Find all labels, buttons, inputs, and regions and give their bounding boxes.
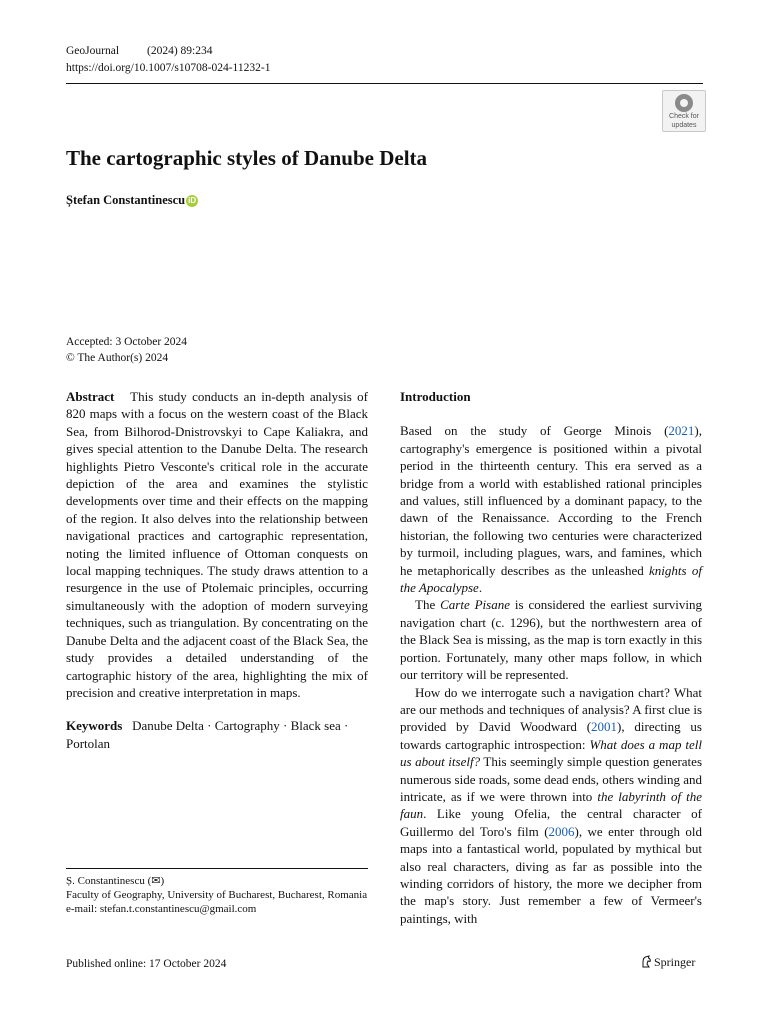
text-run: This seemingly simple question generates numerous side roads, some dead ends, others winding and intricate, as if we were thrown into bbox=[400, 754, 702, 804]
publisher-logo bbox=[641, 954, 695, 970]
text-run: How do we interrogate such a navigation chart? What are our methods and techniques of analysis? A first clue is provided by David Woodward ( bbox=[400, 684, 702, 735]
copyright-notice: © The Author(s) 2024 bbox=[66, 352, 169, 364]
author-footnote bbox=[66, 874, 368, 916]
text-run: ), we enter through old maps into a fantastical world, populated by mythical but also real characters, diving as far as possible into the winding corridors of history, the more we decipher from the map's story. Just remember a few of Vermeer's paintings, with bbox=[400, 823, 702, 926]
italic-text: knights of the Apocalypse bbox=[400, 562, 702, 596]
footnote-paren: ) bbox=[160, 875, 165, 887]
footnote-affiliation: Faculty of Geography, University of Bucharest, Bucharest, Romania bbox=[66, 889, 368, 901]
accepted-date: Accepted: 3 October 2024 bbox=[66, 336, 188, 348]
check-updates-label-1: Check for bbox=[669, 113, 699, 120]
check-updates-icon bbox=[675, 94, 693, 112]
orcid-icon[interactable]: iD bbox=[188, 196, 197, 205]
springer-horse-icon bbox=[641, 955, 652, 968]
abstract-text: This study conducts an in-depth analysis of 820 maps with a focus on the western coast of the Black Sea, from Bilhorod-Dnistrovskyi to Cape Kaliakra, and gives special attention to the Danube Delta. The research highlights Pietro Vesconte's critical role in the accurate depiction of the area and examines the stylistic developments over time and their effects on the mapping of the region. It also delves into the relationship between navigational practices and cartographic representation, noting the limited influence of Ottoman conquests on local mapping techniques. The study draws attention to a resurgence in the use of Ptolemaic principles, occurring simultaneously with the adoption of modern surveying techniques, such as triangulation. By concentrating on the Danube Delta and the adjacent coast of the Black Sea, the study provides a detailed understanding of the cartographic history of the area, highlighting the mix of precision and creative interpretation in maps. bbox=[66, 389, 368, 700]
text-run: ), directing us towards cartographic introspection: bbox=[400, 719, 702, 752]
section-heading-introduction: Introduction bbox=[400, 389, 471, 404]
volume-info: (2024) 89:234 bbox=[147, 45, 213, 57]
text-run: Based on the study of George Minois ( bbox=[400, 423, 669, 439]
text-run: is considered the earliest surviving navigation chart (c. 1296), but the northwestern area of the Black Sea is missing, as the map is torn exactly in this portion. Fortunately, many other maps follow, in which our territory will be represented. bbox=[400, 597, 702, 683]
introduction-column bbox=[400, 388, 702, 927]
text-run: ), cartography's emergence is positioned within a pivotal period in the thirteenth century. This era served as a bridge from a world with established rational principles and values, still influenced by a dominant papacy, to the dawn of the Renaissance. According to the French historian, the following two centuries were characterized by turmoil, including plagues, wars, and famines, which he metaphorically describes as the unleashed bbox=[400, 423, 702, 578]
abstract bbox=[66, 388, 368, 701]
citation-link[interactable]: 2006 bbox=[548, 823, 575, 839]
text-run: . bbox=[478, 580, 483, 596]
text-run: . Like young Ofelia, the central character of Guillermo del Toro's film ( bbox=[400, 806, 702, 839]
keywords-label: Keywords bbox=[66, 718, 123, 734]
published-online-date: Published online: 17 October 2024 bbox=[66, 958, 227, 970]
keywords-text: Danube Delta · Cartography · Black sea · Portolan bbox=[66, 718, 349, 751]
citation-link[interactable]: 2021 bbox=[668, 423, 695, 439]
check-for-updates-badge[interactable] bbox=[662, 90, 706, 132]
journal-name: GeoJournal bbox=[66, 45, 120, 57]
author-line bbox=[66, 192, 198, 209]
article-dates bbox=[66, 334, 187, 366]
header-rule bbox=[66, 83, 703, 84]
italic-text: What does a map tell us about itself? bbox=[400, 736, 703, 770]
text-run: The bbox=[415, 597, 441, 613]
italic-text: the labyrinth of the faun bbox=[400, 788, 702, 822]
running-header bbox=[66, 43, 270, 77]
check-updates-label-2: updates bbox=[671, 122, 697, 129]
mail-icon[interactable]: ✉ bbox=[151, 875, 161, 887]
doi-link[interactable]: https://doi.org/10.1007/s10708-024-11232-1 bbox=[66, 62, 271, 74]
article-title: The cartographic styles of Danube Delta bbox=[66, 146, 428, 170]
footnote-author: Ș. Constantinescu ( bbox=[66, 875, 152, 887]
author-name[interactable]: Ștefan Constantinescu bbox=[66, 193, 186, 207]
publisher-name: Springer bbox=[654, 955, 696, 969]
intro-paragraph-3 bbox=[400, 684, 702, 928]
italic-text: Carte Pisane bbox=[440, 597, 510, 613]
abstract-column bbox=[66, 388, 368, 752]
intro-paragraph-2 bbox=[400, 596, 702, 683]
abstract-label: Abstract bbox=[66, 389, 115, 404]
citation-link[interactable]: 2001 bbox=[591, 719, 618, 735]
footnote-rule bbox=[66, 868, 368, 869]
intro-paragraph-1 bbox=[400, 422, 702, 596]
keywords bbox=[66, 717, 368, 752]
footnote-email[interactable]: e-mail: stefan.t.constantinescu@gmail.com bbox=[66, 903, 257, 915]
